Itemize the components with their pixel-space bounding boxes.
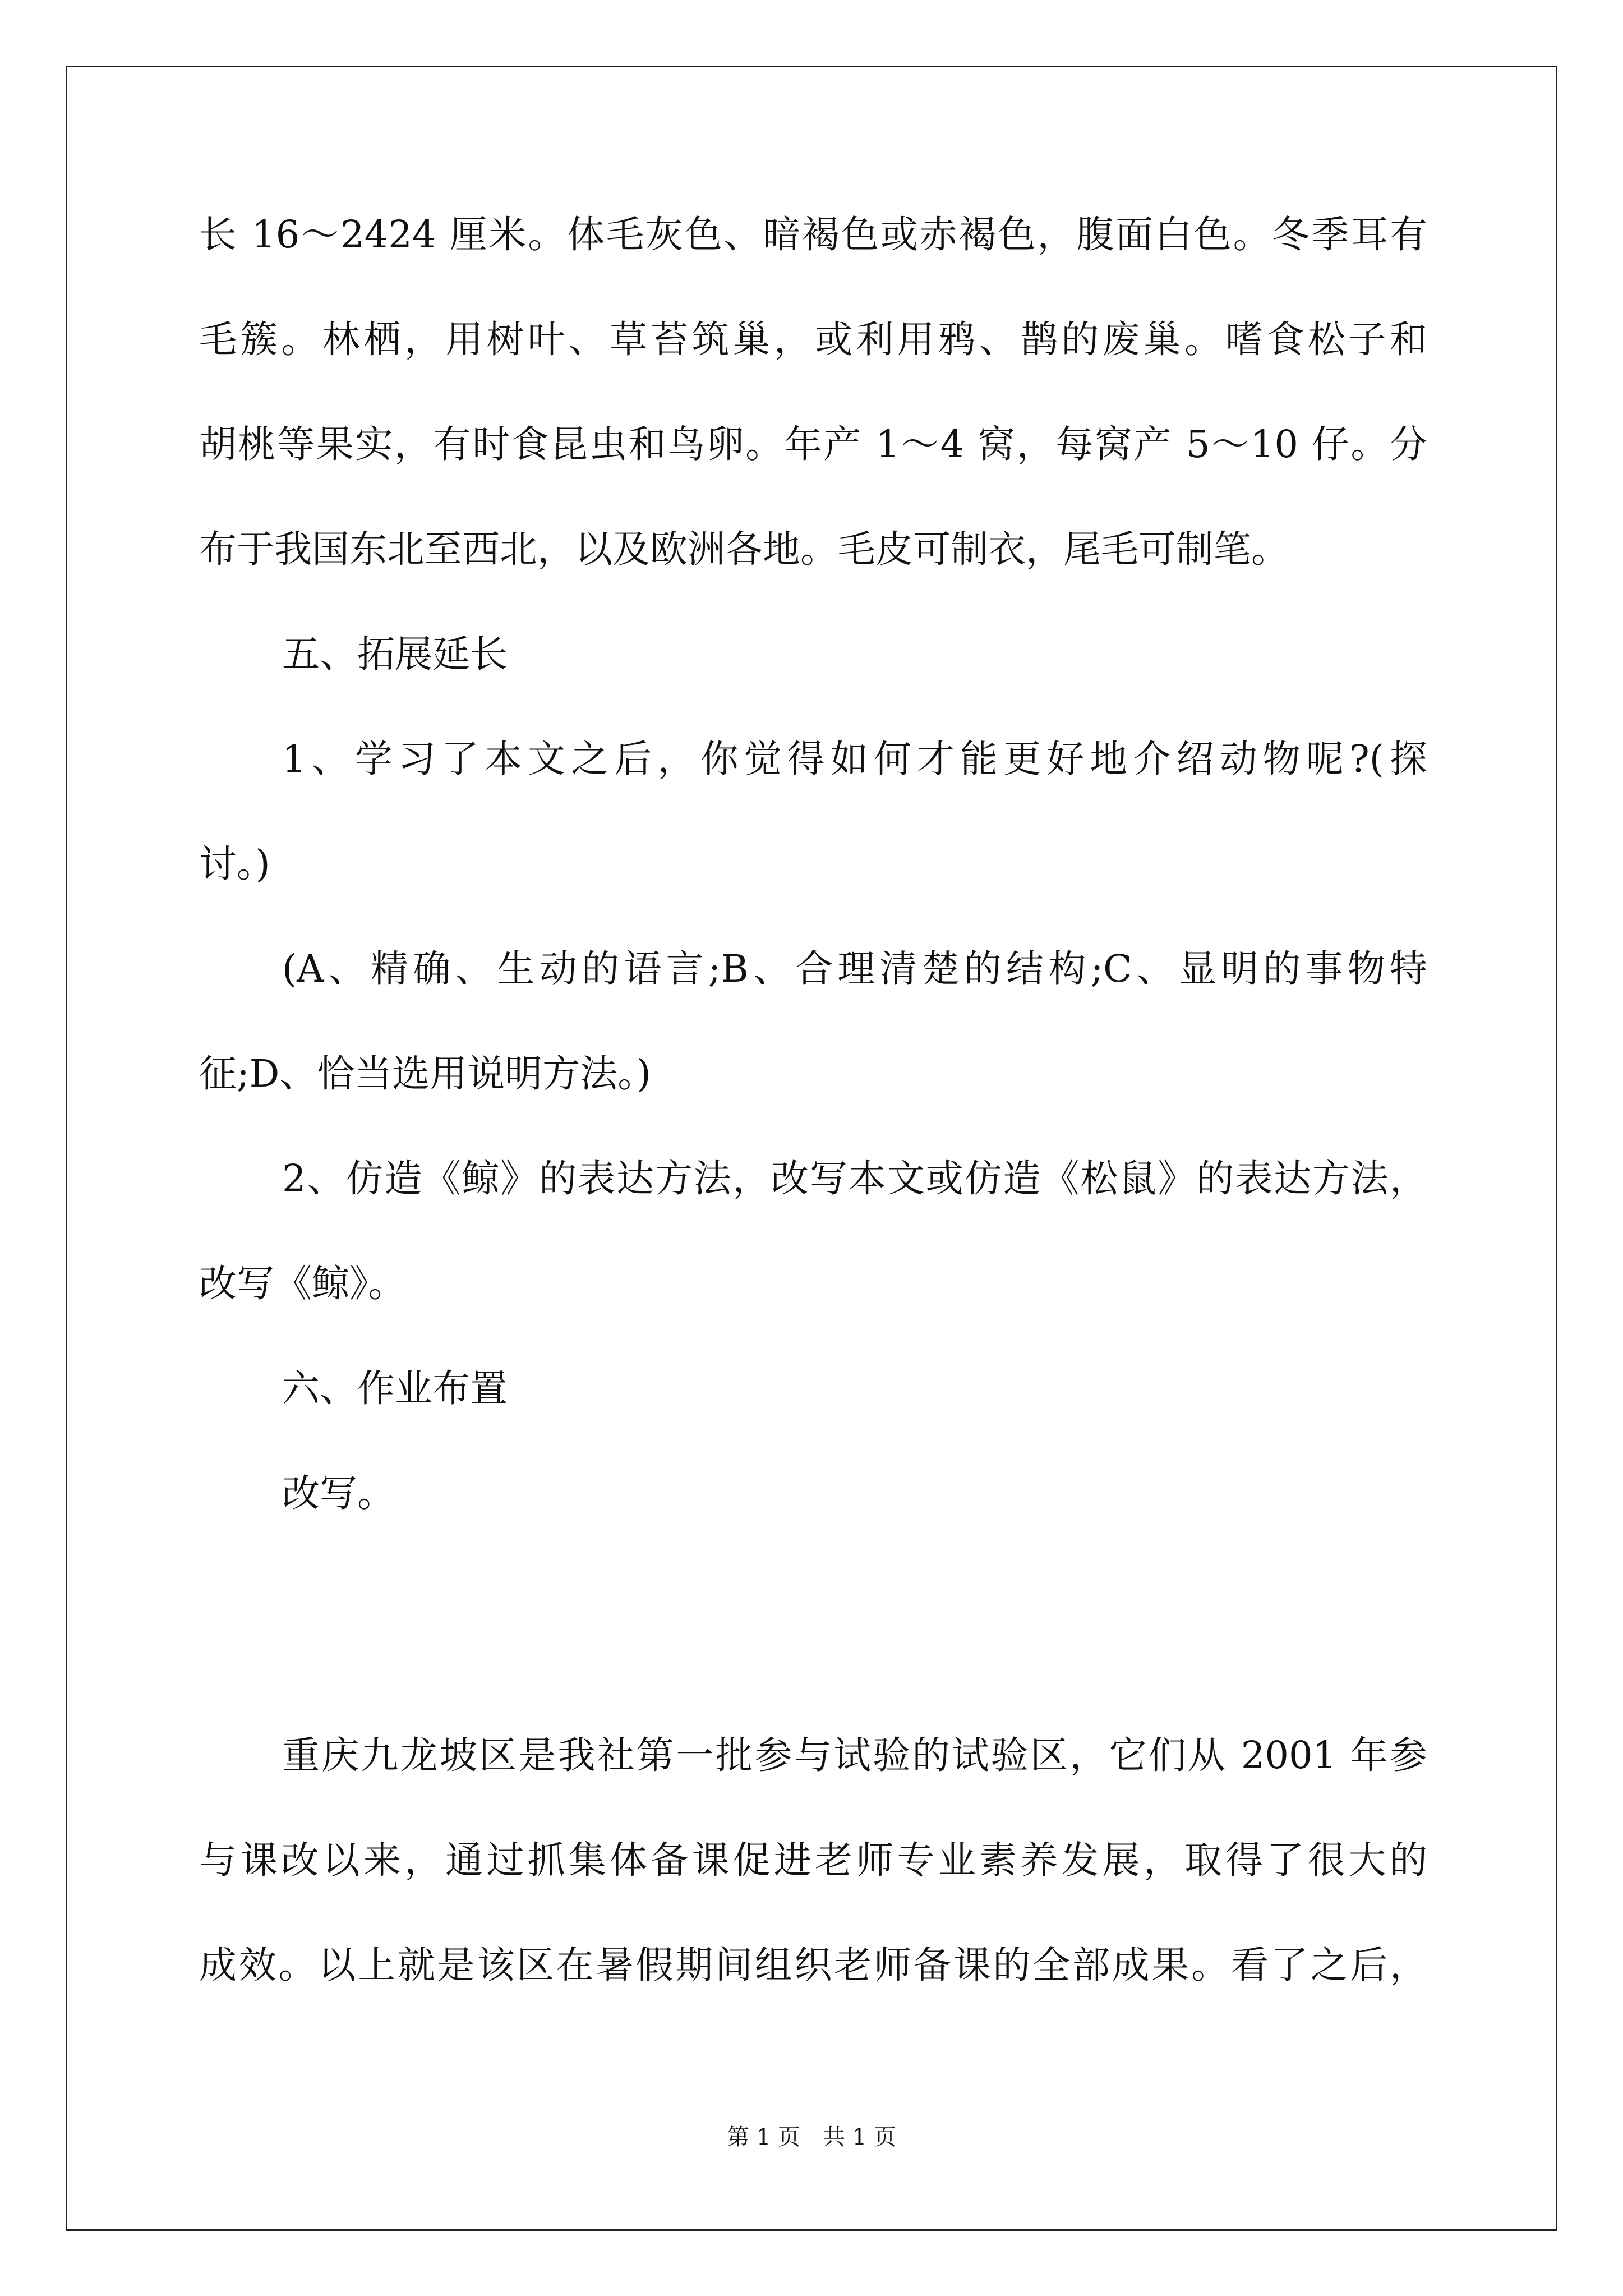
text-line: 征;D、恰当选用说明方法。): [199, 1052, 651, 1096]
text-line: 与课改以来，通过抓集体备课促进老师专业素养发展，取得了很大的: [199, 1838, 1427, 1882]
text-line: 毛簇。林栖，用树叶、草苔筑巢，或利用鸦、鹊的废巢。嗜食松子和: [199, 318, 1427, 361]
text-line: 成效。以上就是该区在暑假期间组织老师备课的全部成果。看了之后，: [199, 1943, 1427, 1987]
page-footer: 第 1 页 共 1 页: [727, 2124, 896, 2150]
text-line: 改写《鲸》。: [199, 1262, 406, 1305]
text-line: 胡桃等果实，有时食昆虫和鸟卵。年产 1～4 窝，每窝产 5～10 仔。分: [199, 422, 1427, 466]
text-line: 重庆九龙坡区是我社第一批参与试验的试验区，它们从 2001 年参: [282, 1733, 1427, 1777]
text-line: 讨。): [199, 842, 270, 886]
section-heading: 五、拓展延长: [282, 632, 508, 676]
text-line: (A、精确、生动的语言;B、合理清楚的结构;C、显明的事物特: [282, 947, 1427, 991]
text-line: 1、学习了本文之后，你觉得如何才能更好地介绍动物呢?(探: [282, 737, 1427, 781]
text-line: 长 16～2424 厘米。体毛灰色、暗褐色或赤褐色，腹面白色。冬季耳有: [199, 213, 1427, 256]
text-line: 2、仿造《鲸》的表达方法，改写本文或仿造《松鼠》的表达方法，: [282, 1157, 1427, 1200]
text-line: 改写。: [282, 1471, 395, 1515]
text-line: 布于我国东北至西北，以及欧洲各地。毛皮可制衣，尾毛可制笔。: [199, 527, 1289, 571]
section-heading: 六、作业布置: [282, 1366, 508, 1410]
page-border: [66, 66, 1557, 2231]
